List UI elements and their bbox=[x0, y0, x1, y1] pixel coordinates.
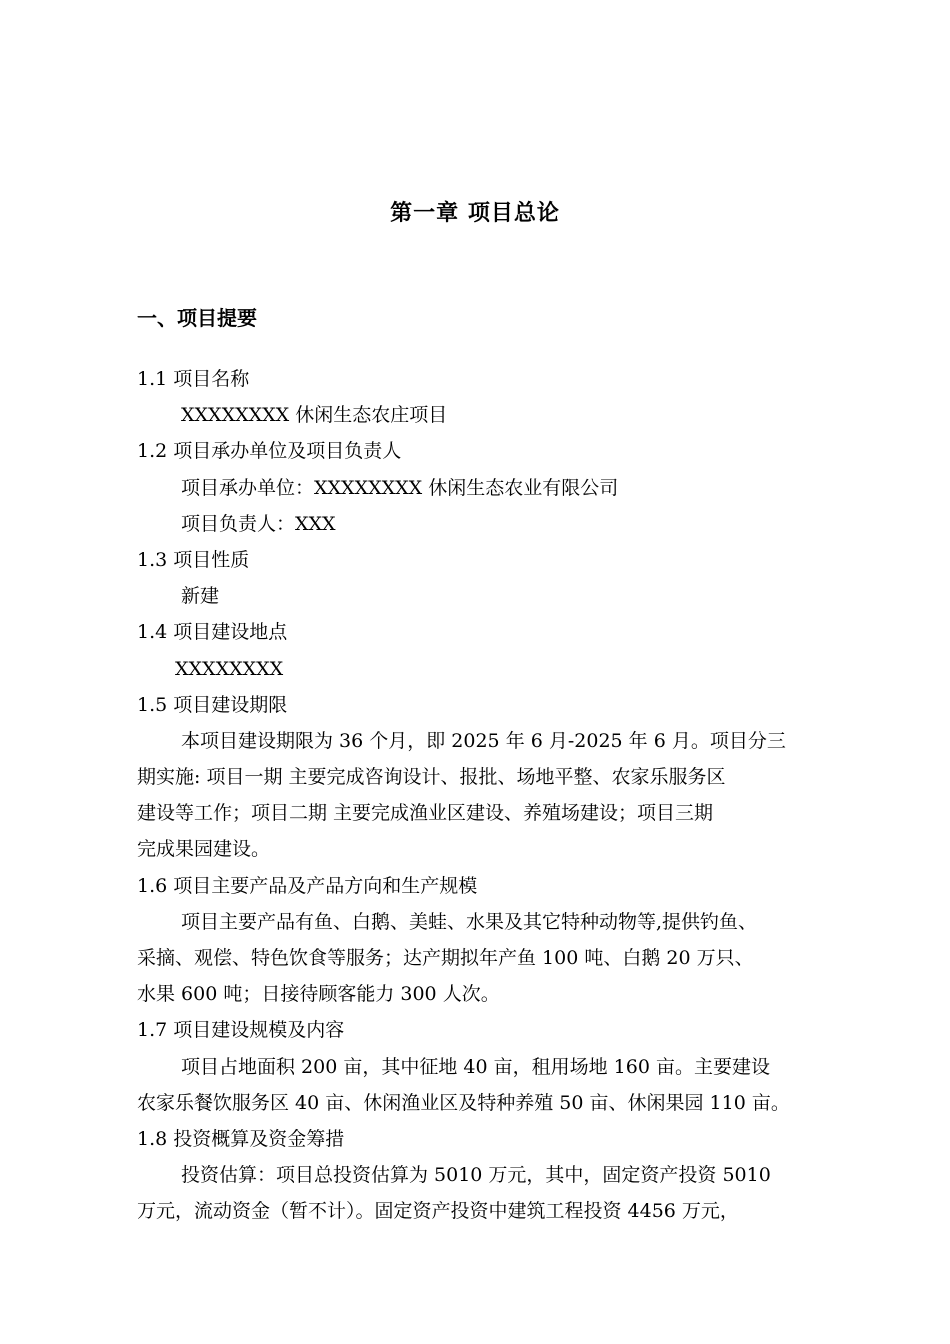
item-heading-1-8: 1.8 投资概算及资金筹措 bbox=[137, 1127, 345, 1150]
document-body bbox=[137, 361, 855, 1230]
item-para-1-5-line-1: 本项目建设期限为 36 个月，即 2025 年 6 月-2025 年 6 月。项目分三 bbox=[181, 729, 786, 752]
item-para-1-5-line-4: 完成果园建设。 bbox=[137, 838, 271, 861]
item-text-1-1: XXXXXXXX 休闲生态农庄项目 bbox=[181, 404, 448, 427]
item-heading-1-2: 1.2 项目承办单位及项目负责人 bbox=[137, 440, 402, 463]
item-heading-1-3: 1.3 项目性质 bbox=[137, 548, 250, 571]
item-text-1-3: 新建 bbox=[181, 585, 220, 608]
item-para-1-6-line-1: 项目主要产品有鱼、白鹅、美蛙、水果及其它特种动物等,提供钓鱼、 bbox=[181, 910, 758, 933]
item-heading-1-7: 1.7 项目建设规模及内容 bbox=[137, 1019, 345, 1042]
item-heading-1-6: 1.6 项目主要产品及产品方向和生产规模 bbox=[137, 874, 478, 897]
item-para-1-6-line-2: 采摘、观偿、特色饮食等服务；达产期拟年产鱼 100 吨、白鹅 20 万只、 bbox=[137, 947, 754, 969]
item-text-1-4: XXXXXXXX bbox=[175, 657, 284, 680]
item-text-1-2-unit: 项目承办单位：XXXXXXXX 休闲生态农业有限公司 bbox=[181, 476, 619, 499]
item-text-1-2-leader: 项目负责人：XXX bbox=[181, 512, 336, 535]
section-heading: 一、项目提要 bbox=[137, 306, 257, 330]
item-heading-1-4: 1.4 项目建设地点 bbox=[137, 621, 288, 644]
item-para-1-5-line-3: 建设等工作；项目二期 主要完成渔业区建设、养殖场建设；项目三期 bbox=[137, 802, 714, 825]
chapter-title: 第一章 项目总论 bbox=[390, 201, 560, 226]
item-para-1-6-line-3: 水果 600 吨；日接待顾客能力 300 人次。 bbox=[137, 983, 500, 1006]
item-heading-1-1: 1.1 项目名称 bbox=[137, 368, 250, 390]
item-para-1-7-line-1: 项目占地面积 200 亩，其中征地 40 亩，租用场地 160 亩。主要建设 bbox=[181, 1055, 770, 1078]
item-para-1-7-line-2: 农家乐餐饮服务区 40 亩、休闲渔业区及特种养殖 50 亩、休闲果园 110 亩。 bbox=[137, 1091, 790, 1114]
item-para-1-5-line-2: 期实施: 项目一期 主要完成咨询设计、报批、场地平整、农家乐服务区 bbox=[137, 766, 726, 789]
item-para-1-8-line-1: 投资估算：项目总投资估算为 5010 万元，其中，固定资产投资 5010 bbox=[181, 1164, 771, 1187]
item-para-1-8-line-2: 万元，流动资金（暂不计）。固定资产投资中建筑工程投资 4456 万元， bbox=[137, 1200, 739, 1223]
item-heading-1-5: 1.5 项目建设期限 bbox=[137, 693, 288, 716]
